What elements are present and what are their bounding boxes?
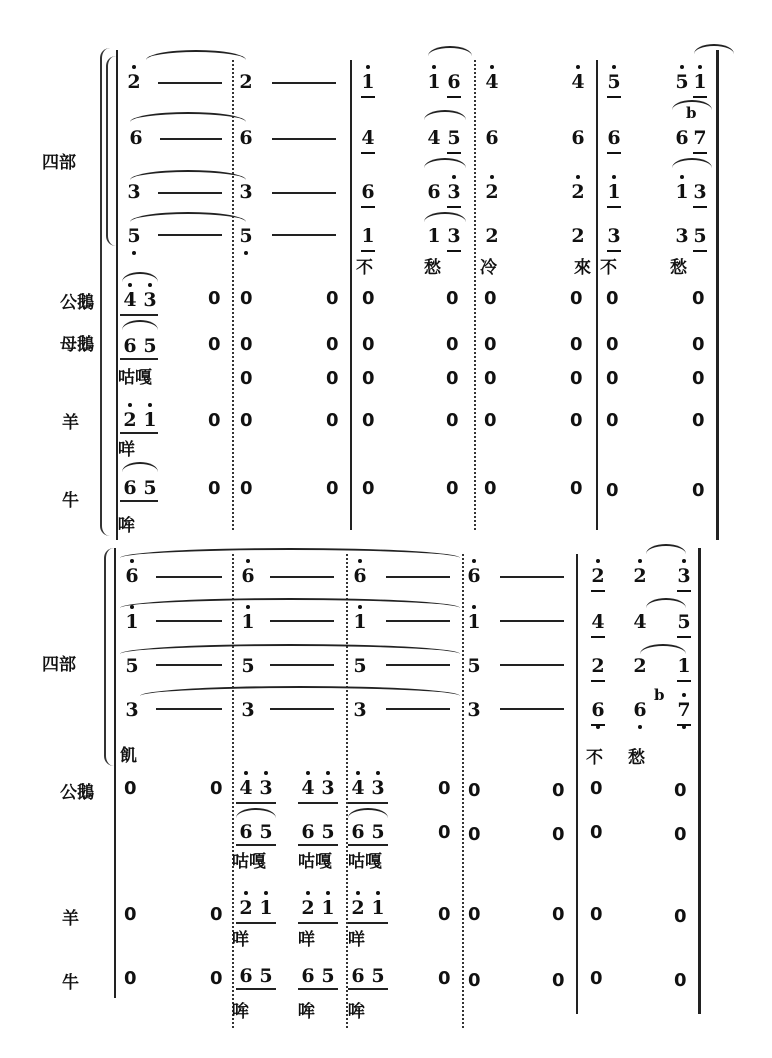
note: 1	[370, 898, 386, 918]
rest: 0	[208, 410, 221, 431]
beam	[120, 358, 158, 360]
note: 2	[122, 410, 138, 430]
note: 4	[427, 127, 441, 149]
lyric-sheep: 咩	[232, 930, 249, 950]
rest: 0	[208, 478, 221, 499]
rest: 0	[484, 478, 497, 499]
slur	[140, 686, 460, 696]
rest: 0	[552, 780, 565, 801]
part-label-gander: 公鵝	[60, 783, 94, 803]
note: 5	[125, 655, 139, 677]
sustain-line	[156, 576, 222, 578]
sustain-line	[500, 576, 564, 578]
rest: 0	[240, 288, 253, 309]
sustain-line	[270, 708, 334, 710]
rest: 0	[210, 904, 223, 925]
slur	[130, 212, 246, 222]
rest: 0	[468, 970, 481, 991]
slur	[672, 158, 712, 168]
rest: 0	[692, 368, 705, 389]
note: 3	[693, 181, 707, 203]
part-label-sheep: 羊	[62, 909, 79, 929]
rest: 0	[570, 334, 583, 355]
note: 1	[606, 182, 622, 202]
note: 3	[447, 225, 461, 247]
beam	[348, 844, 388, 846]
sustain-line	[386, 576, 450, 578]
beam	[348, 988, 388, 990]
rest: 0	[674, 906, 687, 927]
slur	[122, 462, 158, 472]
barline	[596, 60, 598, 530]
rest: 0	[446, 288, 459, 309]
rest: 0	[674, 824, 687, 845]
barline	[346, 554, 348, 1028]
note: 3	[320, 778, 336, 798]
rest: 0	[692, 480, 705, 501]
note: 6	[571, 127, 585, 149]
beam	[120, 432, 158, 434]
note: 2	[591, 655, 605, 677]
sustain-line	[500, 620, 564, 622]
rest: 0	[484, 288, 497, 309]
rest: 0	[590, 778, 603, 799]
rest: 0	[446, 368, 459, 389]
note: 3	[607, 225, 621, 247]
note: 6	[123, 335, 137, 357]
rest: 0	[326, 288, 339, 309]
note: 1	[427, 225, 441, 247]
slur	[428, 46, 472, 56]
note: 6	[301, 821, 315, 843]
sustain-line	[158, 82, 222, 84]
slur	[640, 644, 686, 654]
note: 5	[238, 226, 254, 246]
slur	[236, 808, 276, 818]
beam	[120, 314, 158, 316]
chorus-brace	[106, 56, 116, 246]
rest: 0	[446, 410, 459, 431]
lyric: 不	[356, 258, 373, 278]
slur	[424, 110, 466, 120]
rest: 0	[326, 334, 339, 355]
note: 4	[633, 611, 647, 633]
note: 2	[632, 566, 648, 586]
barline	[232, 60, 234, 530]
beam	[298, 802, 338, 804]
note: 4	[570, 72, 586, 92]
note: 1	[258, 898, 274, 918]
note: 5	[674, 72, 690, 92]
beam	[236, 922, 276, 924]
rest: 0	[692, 410, 705, 431]
beam	[236, 802, 276, 804]
barline-start	[114, 548, 116, 998]
rest: 0	[438, 778, 451, 799]
note: 6	[351, 965, 365, 987]
slur	[130, 170, 246, 180]
lyric-cow: 哞	[232, 1002, 249, 1022]
rest: 0	[326, 410, 339, 431]
sustain-line	[500, 664, 564, 666]
note: 1	[426, 72, 442, 92]
beam	[120, 500, 158, 502]
barline-end	[716, 50, 719, 540]
note: 4	[300, 778, 316, 798]
lyric-sheep: 咩	[118, 440, 135, 460]
rest: 0	[240, 368, 253, 389]
rest: 0	[484, 368, 497, 389]
note: 1	[240, 612, 256, 632]
rest: 0	[570, 478, 583, 499]
note: 1	[142, 410, 158, 430]
note: 1	[360, 72, 376, 92]
sustain-line	[156, 708, 222, 710]
note: 5	[467, 655, 481, 677]
barline	[350, 60, 352, 530]
sustain-line	[272, 192, 336, 194]
note: 6	[607, 127, 621, 149]
rest: 0	[362, 368, 375, 389]
lyric: 冷	[480, 258, 497, 278]
rest: 0	[446, 478, 459, 499]
lyric: 愁	[670, 258, 687, 278]
rest: 0	[438, 968, 451, 989]
note: 3	[239, 181, 253, 203]
beam	[298, 844, 338, 846]
slur	[424, 212, 466, 222]
rest: 0	[446, 334, 459, 355]
sustain-line	[386, 708, 450, 710]
note: 6	[129, 127, 143, 149]
note: 6	[301, 965, 315, 987]
rest: 0	[552, 904, 565, 925]
sustain-line	[160, 138, 222, 140]
beam	[348, 802, 388, 804]
rest: 0	[240, 478, 253, 499]
sustain-line	[270, 620, 334, 622]
note: 5	[693, 225, 707, 247]
rest: 0	[124, 968, 137, 989]
lyric-goose: 咕嘎	[118, 368, 152, 388]
note: 4	[350, 778, 366, 798]
note: 1	[361, 225, 375, 247]
note: 3	[353, 699, 367, 721]
lyric-cow: 哞	[348, 1002, 365, 1022]
rest: 0	[570, 410, 583, 431]
note: 5	[321, 965, 335, 987]
rest: 0	[208, 334, 221, 355]
note: 4	[591, 611, 605, 633]
note: 2	[484, 182, 500, 202]
barline-end	[698, 548, 701, 1014]
note: 6	[239, 821, 253, 843]
sustain-line	[156, 664, 222, 666]
note: 5	[126, 226, 142, 246]
slur	[120, 548, 460, 558]
lyric: 來	[574, 258, 591, 278]
rest: 0	[590, 822, 603, 843]
beam	[298, 988, 338, 990]
note: 3	[675, 225, 689, 247]
note: 7	[693, 127, 707, 149]
note: 6	[427, 181, 441, 203]
slur	[348, 808, 388, 818]
sustain-line	[270, 576, 334, 578]
note: 2	[350, 898, 366, 918]
rest: 0	[674, 970, 687, 991]
rest: 0	[674, 780, 687, 801]
note: 5	[241, 655, 255, 677]
note: 6	[352, 566, 368, 586]
note: 3	[127, 181, 141, 203]
rest: 0	[590, 904, 603, 925]
rest: 0	[326, 478, 339, 499]
note: 2	[485, 225, 499, 247]
rest: 0	[692, 334, 705, 355]
note: 6	[124, 566, 140, 586]
barline	[462, 554, 464, 1028]
rest: 0	[468, 824, 481, 845]
sustain-line	[156, 620, 222, 622]
sustain-line	[272, 82, 336, 84]
note: 1	[124, 612, 140, 632]
rest: 0	[124, 778, 137, 799]
rest: 0	[362, 410, 375, 431]
rest: 0	[552, 824, 565, 845]
barline	[576, 554, 578, 1014]
rest: 0	[606, 288, 619, 309]
lyric-goose: 咕嘎	[348, 852, 382, 872]
lyric-cow: 哞	[118, 516, 135, 536]
slur	[646, 544, 686, 554]
note: 5	[259, 965, 273, 987]
note: 5	[143, 477, 157, 499]
note: 2	[570, 182, 586, 202]
rest: 0	[468, 780, 481, 801]
sustain-line	[272, 234, 336, 236]
note: 3	[467, 699, 481, 721]
note: 6	[590, 700, 606, 720]
beam	[236, 988, 276, 990]
slur	[130, 112, 246, 122]
rest: 0	[210, 778, 223, 799]
note: 2	[590, 566, 606, 586]
lyric-sheep: 咩	[348, 930, 365, 950]
rest: 0	[240, 334, 253, 355]
sustain-line	[158, 234, 222, 236]
note: 1	[466, 612, 482, 632]
slur	[122, 320, 158, 330]
rest: 0	[362, 334, 375, 355]
part-label-gander: 公鵝	[60, 293, 94, 313]
note: 2	[571, 225, 585, 247]
rest: 0	[570, 368, 583, 389]
rest: 0	[606, 368, 619, 389]
part-label-cow: 牛	[62, 491, 79, 511]
note: 3	[446, 182, 462, 202]
note: 4	[122, 290, 138, 310]
slur	[694, 44, 734, 54]
note: 3	[676, 566, 692, 586]
note: 4	[238, 778, 254, 798]
barline-start	[116, 50, 118, 540]
sustain-line	[386, 664, 450, 666]
slur	[120, 644, 460, 654]
note: 5	[371, 965, 385, 987]
note: 6	[361, 181, 375, 203]
barline	[474, 60, 476, 530]
note: 6	[466, 566, 482, 586]
rest: 0	[362, 288, 375, 309]
note: 3	[258, 778, 274, 798]
note: 4	[484, 72, 500, 92]
note: 1	[692, 72, 708, 92]
part-label-four-part: 四部	[42, 655, 76, 675]
note: 6	[239, 127, 253, 149]
sustain-line	[386, 620, 450, 622]
part-label-four-part: 四部	[42, 153, 76, 173]
lyric: 愁	[424, 258, 441, 278]
rest: 0	[468, 904, 481, 925]
note: 1	[320, 898, 336, 918]
lyric: 愁	[628, 748, 645, 768]
sustain-line	[270, 664, 334, 666]
note: 6	[351, 821, 365, 843]
sustain-line	[500, 708, 564, 710]
lyric: 不	[600, 258, 617, 278]
note: 6	[240, 566, 256, 586]
note: 2	[239, 71, 253, 93]
note: 3	[241, 699, 255, 721]
note: 6	[447, 71, 461, 93]
barline	[232, 554, 234, 1028]
lyric: 不	[586, 748, 603, 768]
lyric-cow: 哞	[298, 1002, 315, 1022]
rest: 0	[552, 970, 565, 991]
note: 6	[239, 965, 253, 987]
slur	[646, 598, 686, 608]
rest: 0	[606, 480, 619, 501]
flat-sign: b	[686, 104, 697, 122]
rest: 0	[240, 410, 253, 431]
note: 1	[674, 182, 690, 202]
note: 2	[126, 72, 142, 92]
note: 2	[238, 898, 254, 918]
rest: 0	[692, 288, 705, 309]
rest: 0	[606, 410, 619, 431]
note: 6	[485, 127, 499, 149]
rest: 0	[570, 288, 583, 309]
note: 4	[361, 127, 375, 149]
rest: 0	[484, 334, 497, 355]
rest: 0	[484, 410, 497, 431]
note: 6	[675, 127, 689, 149]
rest: 0	[208, 288, 221, 309]
rest: 0	[124, 904, 137, 925]
sustain-line	[158, 192, 222, 194]
note: 5	[606, 72, 622, 92]
beam	[348, 922, 388, 924]
note: 3	[370, 778, 386, 798]
rest: 0	[606, 334, 619, 355]
note: 5	[677, 611, 691, 633]
note: 1	[352, 612, 368, 632]
lyric-goose: 咕嘎	[298, 852, 332, 872]
note: 5	[321, 821, 335, 843]
part-label-cow: 牛	[62, 973, 79, 993]
note: 2	[300, 898, 316, 918]
slur	[122, 272, 158, 282]
rest: 0	[438, 822, 451, 843]
chorus-brace	[104, 548, 114, 766]
lyric-goose: 咕嘎	[232, 852, 266, 872]
rest: 0	[438, 904, 451, 925]
slur	[120, 598, 460, 608]
beam	[236, 844, 276, 846]
rest: 0	[210, 968, 223, 989]
note: 5	[447, 127, 461, 149]
note: 5	[353, 655, 367, 677]
note: 3	[125, 699, 139, 721]
note: 5	[143, 335, 157, 357]
note: 6	[632, 700, 648, 720]
slur	[146, 50, 246, 60]
sustain-line	[272, 138, 336, 140]
lyric-sheep: 咩	[298, 930, 315, 950]
note: 7	[676, 700, 692, 720]
note: 5	[259, 821, 273, 843]
note: 6	[123, 477, 137, 499]
flat-sign: b	[654, 686, 665, 704]
lyric: 飢	[120, 746, 137, 766]
rest: 0	[590, 968, 603, 989]
note: 5	[371, 821, 385, 843]
part-label-sheep: 羊	[62, 413, 79, 433]
slur	[672, 100, 712, 110]
rest: 0	[362, 478, 375, 499]
part-label-goose: 母鵝	[60, 335, 94, 355]
slur	[424, 158, 466, 168]
note: 1	[677, 655, 691, 677]
note: 2	[633, 655, 647, 677]
rest: 0	[326, 368, 339, 389]
beam	[298, 922, 338, 924]
note: 3	[142, 290, 158, 310]
